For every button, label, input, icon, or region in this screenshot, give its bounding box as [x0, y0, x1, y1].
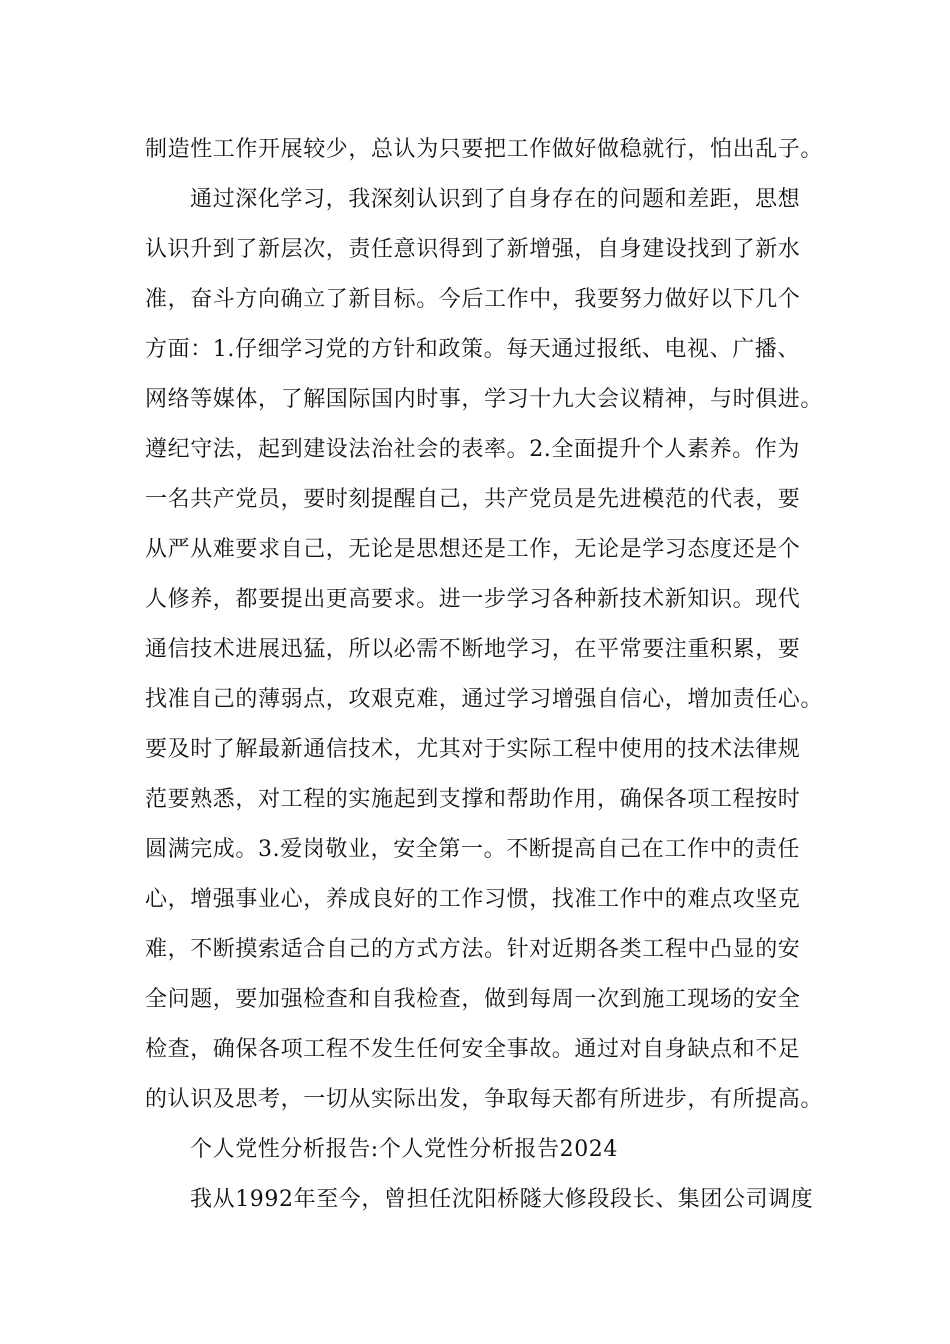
- body-text-line: 范要熟悉，对工程的实施起到支撑和帮助作用，确保各项工程按时: [145, 787, 801, 812]
- body-text-line: 遵纪守法，起到建设法治社会的表率。2.全面提升个人素养。作为: [145, 437, 800, 462]
- body-text-line: 心，增强事业心，养成良好的工作习惯，找准工作中的难点攻坚克: [145, 887, 801, 912]
- body-text-line: 要及时了解最新通信技术，尤其对于实际工程中使用的技术法律规: [145, 737, 801, 762]
- body-text-line: 找准自己的薄弱点，攻艰克难，通过学习增强自信心，增加责任心。: [145, 687, 824, 712]
- body-text-line: 人修养，都要提出更高要求。进一步学习各种新技术新知识。现代: [145, 587, 801, 612]
- body-text-line: 全问题，要加强检查和自我检查，做到每周一次到施工现场的安全: [145, 987, 801, 1012]
- body-text-line: 网络等媒体，了解国际国内时事，学习十九大会议精神，与时俱进。: [145, 387, 824, 412]
- body-text-line: 制造性工作开展较少，总认为只要把工作做好做稳就行，怕出乱子。: [145, 137, 824, 162]
- body-text-line: 准，奋斗方向确立了新目标。今后工作中，我要努力做好以下几个: [145, 287, 801, 312]
- body-text-line: 通信技术进展迅猛，所以必需不断地学习，在平常要注重积累，要: [145, 637, 801, 662]
- body-text-line: 难，不断摸索适合自己的方式方法。针对近期各类工程中凸显的安: [145, 937, 801, 962]
- body-text-line: 方面：1.仔细学习党的方针和政策。每天通过报纸、电视、广播、: [145, 337, 800, 362]
- body-text-line: 从严从难要求自己，无论是思想还是工作，无论是学习态度还是个: [145, 537, 801, 562]
- body-text-line: 我从1992年至今，曾担任沈阳桥隧大修段段长、集团公司调度: [190, 1187, 814, 1212]
- section-heading: 个人党性分析报告:个人党性分析报告2024: [190, 1137, 619, 1162]
- body-text-line: 通过深化学习，我深刻认识到了自身存在的问题和差距，思想: [190, 187, 801, 212]
- body-text-line: 一名共产党员，要时刻提醒自己，共产党员是先进模范的代表，要: [145, 487, 801, 512]
- body-text-line: 的认识及思考，一切从实际出发，争取每天都有所进步，有所提高。: [145, 1087, 824, 1112]
- body-text-line: 认识升到了新层次，责任意识得到了新增强，自身建设找到了新水: [145, 237, 801, 262]
- body-text-line: 圆满完成。3.爱岗敬业，安全第一。不断提高自己在工作中的责任: [145, 837, 800, 862]
- body-text-line: 检查，确保各项工程不发生任何安全事故。通过对自身缺点和不足: [145, 1037, 801, 1062]
